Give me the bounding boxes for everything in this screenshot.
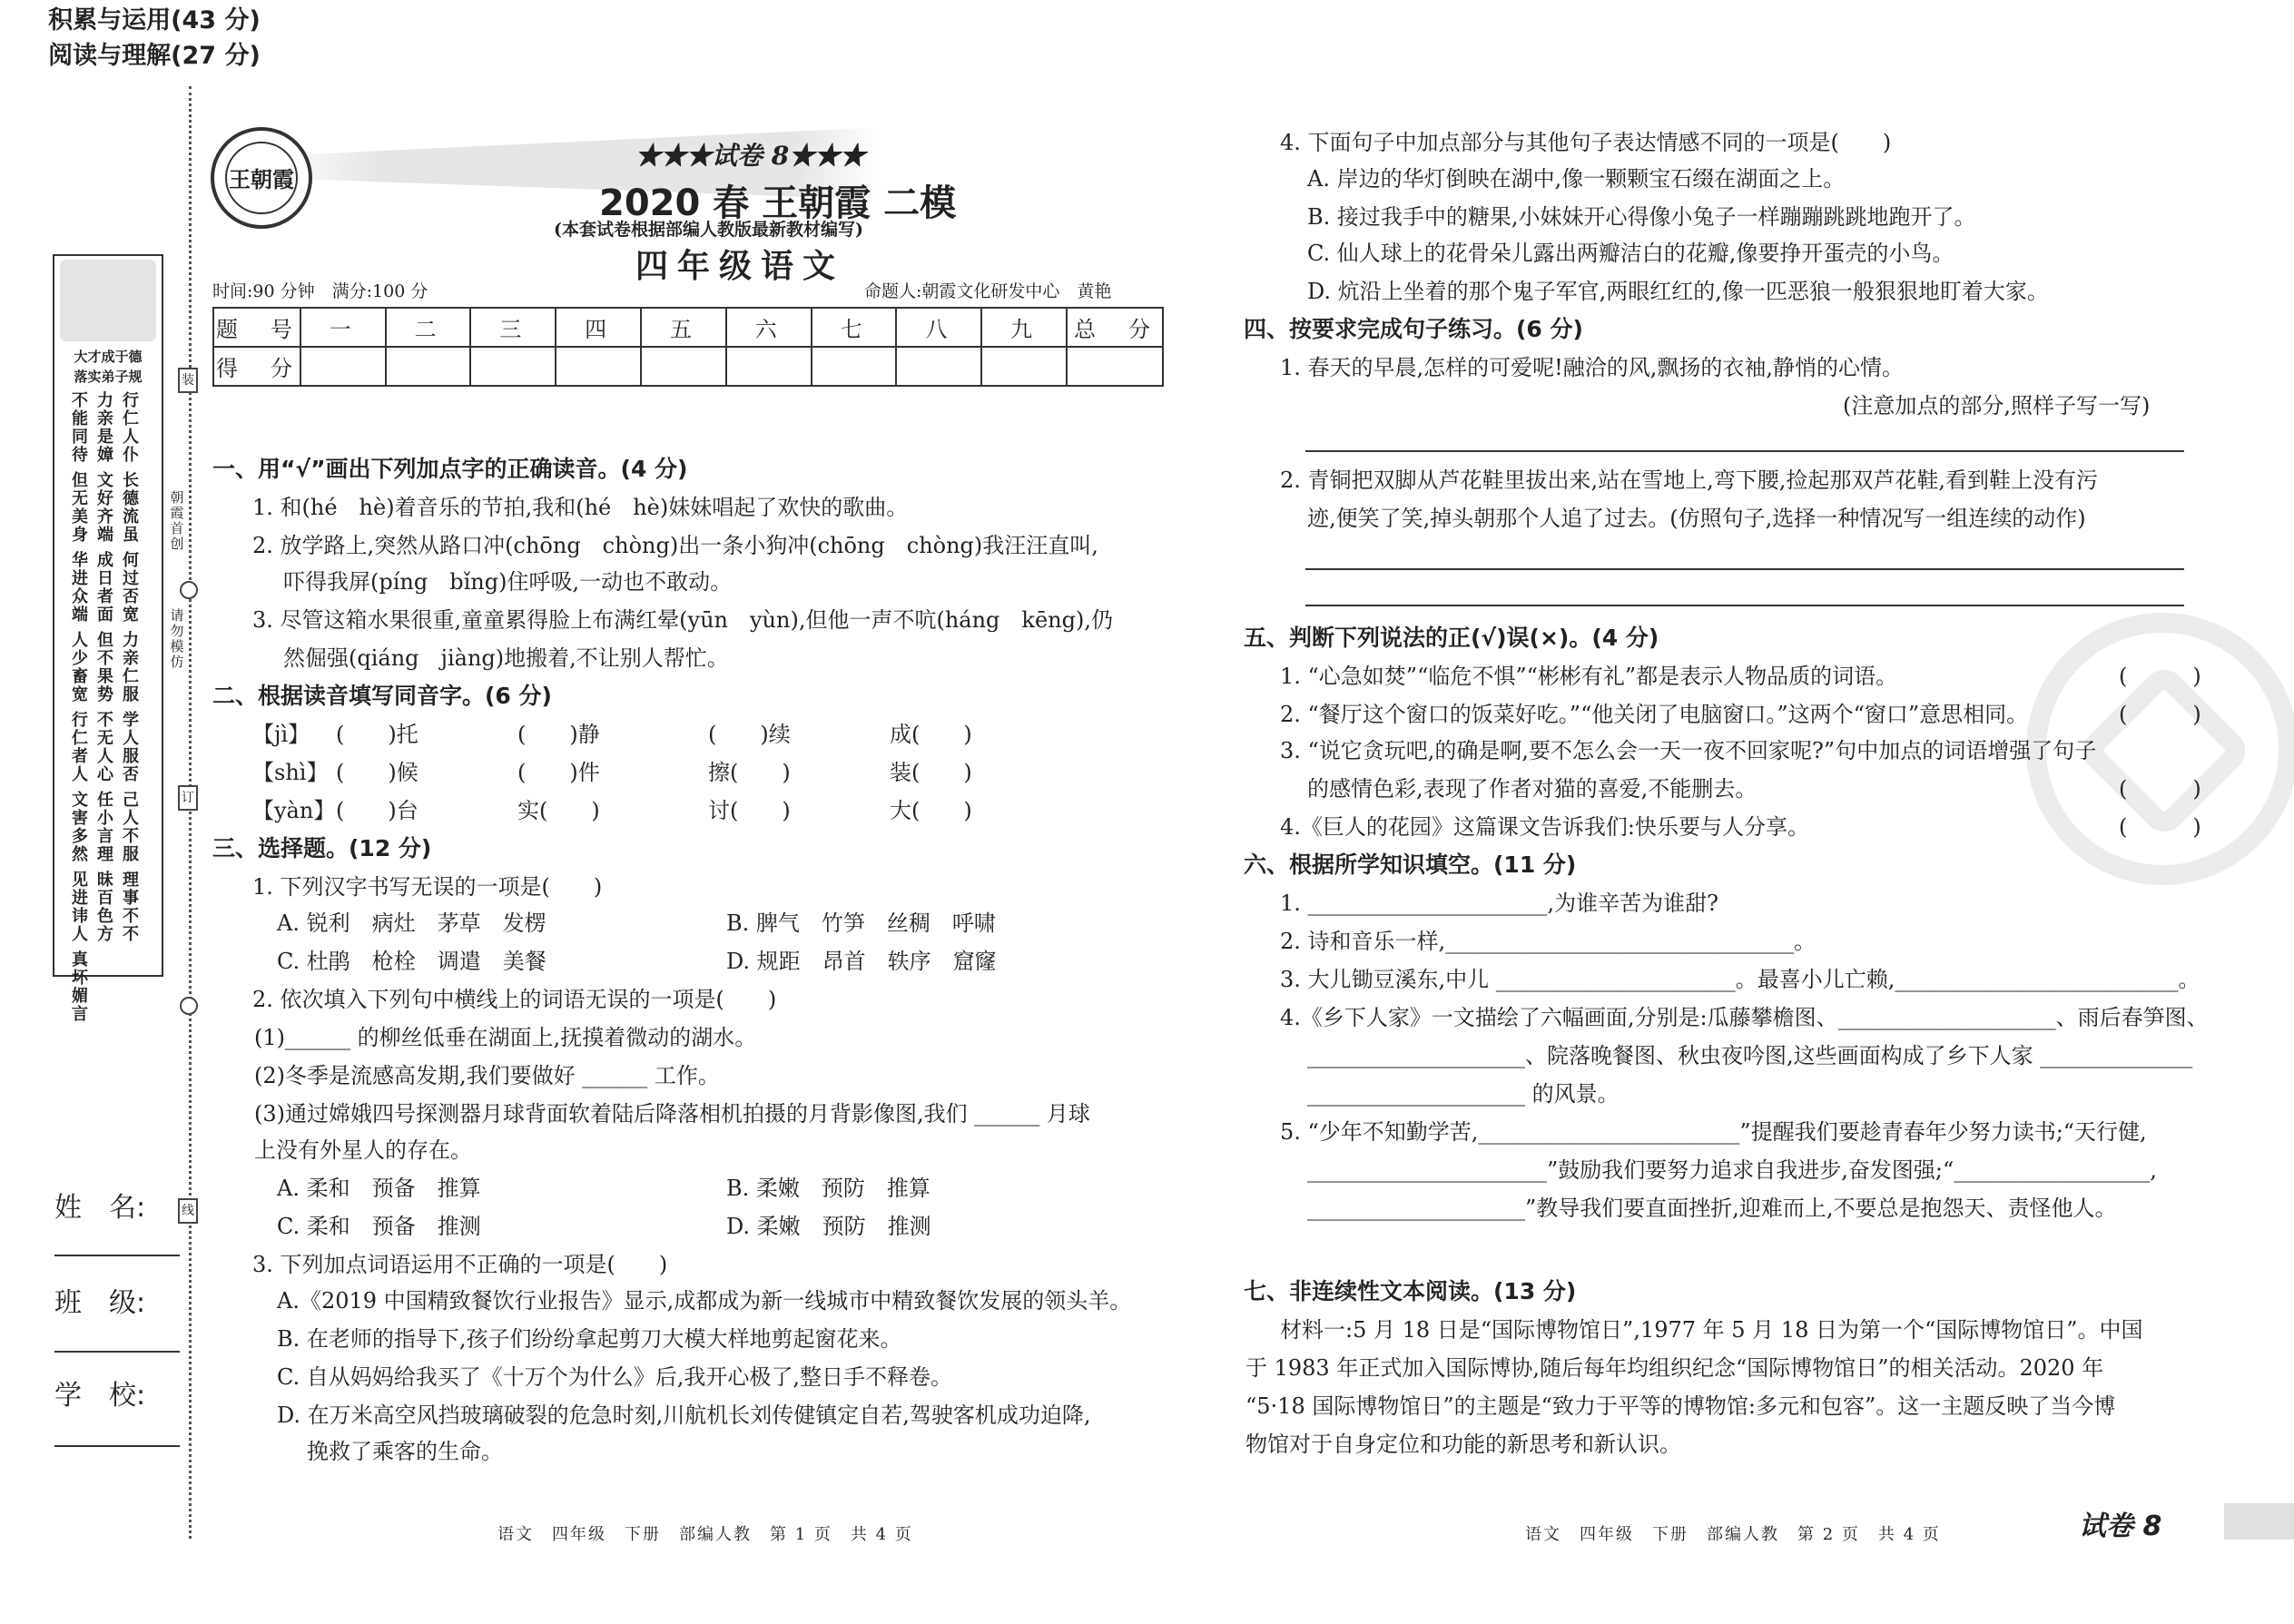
score-value-row	[213, 347, 1163, 386]
section-accumulation: 积累与运用(43 分)	[48, 6, 261, 34]
sec5-line-3b: 的感情色彩,表现了作者对猫的喜爱,不能删去。	[1307, 776, 1757, 802]
q2-blank[interactable]: ( )件	[517, 760, 600, 785]
sec4-answer-line-1[interactable]	[1305, 450, 2184, 452]
score-header-cell: 二	[386, 308, 471, 347]
sec6-line-5c: ____________________”教导我们要直面挫折,迎难而上,不要总是抱怨天、责怪他人。	[1307, 1196, 2117, 1221]
q1-line-1: 1. 和(hé hè)着音乐的节拍,我和(hé hè)妹妹唱起了欢快的歌曲。	[252, 495, 909, 520]
sec4-answer-line-2[interactable]	[1305, 568, 2184, 570]
motto-column: 行仁者人	[72, 711, 88, 784]
sec4-note: (注意加点的部分,照样子写一写)	[1843, 393, 2151, 418]
q3-s2-option-b[interactable]: B. 柔嫩 预防 推算	[726, 1176, 930, 1201]
q3-s3-option-b[interactable]: B. 在老师的指导下,孩子们纷纷拿起剪刀大模大样地剪起窗花来。	[277, 1326, 902, 1352]
motto-column: 真坏媚言	[72, 950, 88, 1024]
class-field[interactable]	[54, 1351, 180, 1353]
sec4-title: 四、按要求完成句子练习。(6 分)	[1244, 316, 1583, 342]
q4-option-c[interactable]: C. 仙人球上的花骨朵儿露出两瓣洁白的花瓣,像要挣开蛋壳的小鸟。	[1307, 241, 1954, 266]
bind-mark-zhuang: 装	[178, 368, 198, 393]
score-value-cell[interactable]	[812, 347, 897, 386]
score-value-cell[interactable]	[556, 347, 641, 386]
motto-column: 昧百色方	[97, 871, 113, 944]
q1-line-3a: 3. 尽管这箱水果很重,童童累得脸上布满红晕(yūn yùn),但他一声不吭(háng kēng),仍	[252, 607, 1113, 633]
sec7-para-2: 于 1983 年正式加入国际博协,随后每年均组织纪念“国际博物馆日”的相关活动。2020 年	[1245, 1355, 2104, 1381]
q3-s2-line-2: (2)冬季是流感高发期,我们要做好 ______ 工作。	[254, 1063, 720, 1088]
class-label: 班 级:	[54, 1287, 146, 1319]
q3-s2-option-c[interactable]: C. 柔和 预备 推测	[277, 1214, 481, 1239]
motto-column: 文害多然	[72, 791, 88, 864]
motto-column: 己人不服	[123, 791, 139, 864]
sec6-line-4b: ____________________、院落晚餐图、秋虫夜吟图,这些画面构成了乡下人家 ______________	[1307, 1043, 2193, 1068]
motto-line-2: 落实弟子规	[74, 369, 143, 385]
q4-title: 4. 下面句子中加点部分与其他句子表达情感不同的一项是( )	[1280, 130, 1892, 155]
motto-column: 但不果势	[97, 631, 113, 704]
q4-option-a[interactable]: A. 岸边的华灯倒映在湖中,像一颗颗宝石缀在湖面之上。	[1307, 166, 1846, 192]
q1-line-2b: 吓得我屏(píng bǐng)住呼吸,一动也不敢动。	[283, 569, 733, 595]
time-info: 时间:90 分钟 满分:100 分	[212, 281, 428, 301]
motto-column: 不无人心	[97, 711, 113, 784]
q3-s3-option-d-cont: 挽救了乘客的生命。	[307, 1439, 503, 1464]
score-header-cell: 七	[812, 308, 897, 347]
q3-s3-option-a[interactable]: A.《2019 中国精致餐饮行业报告》显示,成都成为新一线城市中精致餐饮发展的领头羊。	[277, 1288, 1132, 1314]
q3-s3-option-d[interactable]: D. 在万米高空风挡玻璃破裂的危急时刻,川航机长刘传健镇定自若,驾驶客机成功迫降,	[277, 1403, 1091, 1428]
sec6-line-1: 1. ______________________,为谁辛苦为谁甜?	[1280, 891, 1719, 916]
school-label: 学 校:	[54, 1380, 146, 1412]
score-header-cell: 题 号	[213, 308, 300, 347]
sec6-title: 六、根据所学知识填空。(11 分)	[1244, 851, 1577, 878]
side-label-original: 朝霞首创	[170, 489, 184, 552]
sec6-line-5a: 5. “少年不知勤学苦,________________________”提醒我们要趁青春年少努力读书;“天行健,	[1280, 1119, 2147, 1145]
q3-s2-line-3a: (3)通过嫦娥四号探测器月球背面软着陆后降落相机拍摄的月背影像图,我们 ______ 月球	[254, 1101, 1090, 1127]
scholar-figure	[60, 260, 156, 341]
q3-s1-option-d[interactable]: D. 规距 昂首 轶序 窟窿	[726, 949, 997, 974]
sec4-line-2b: 迹,便笑了笑,掉头朝那个人追了过去。(仿照句子,选择一种情况写一组连续的动作)	[1307, 506, 2086, 531]
q3-s1-option-a[interactable]: A. 锐利 病灶 茅草 发楞	[277, 910, 546, 936]
name-field[interactable]	[54, 1255, 180, 1256]
sec7-para-3: “5·18 国际博物馆日”的主题是“致力于平等的博物馆:多元和包容”。这一主题反映了当今博	[1245, 1393, 2116, 1419]
motto-column: 见进讳人	[72, 871, 88, 944]
motto-column: 但无美身	[72, 471, 88, 545]
sec5-line-3a: 3. “说它贪玩吧,的确是啊,要不怎么会一天一夜不回家呢?”句中加点的词语增强了句子	[1280, 738, 2097, 763]
q2-pinyin: 【jì】	[252, 722, 310, 747]
q2-blank[interactable]: 装( )	[890, 760, 972, 785]
q2-pinyin: 【shì】	[252, 760, 329, 785]
score-value-cell[interactable]	[1067, 347, 1163, 386]
brand-logo	[211, 127, 312, 229]
q2-blank[interactable]: ( )续	[708, 722, 791, 747]
score-value-cell[interactable]	[641, 347, 726, 386]
motto-column: 任小言理	[97, 791, 113, 864]
motto-column: 学人服否	[123, 711, 139, 784]
q3-s2-line-1: (1)______ 的柳丝低垂在湖面上,抚摸着微动的湖水。	[254, 1025, 757, 1050]
q1-line-2a: 2. 放学路上,突然从路口冲(chōng chòng)出一条小狗冲(chōng chòng)我汪汪直叫,	[252, 533, 1098, 558]
motto-sidebar	[53, 254, 163, 1024]
score-value-cell[interactable]	[981, 347, 1067, 386]
subject-title: 四年级语文	[635, 248, 845, 285]
score-header-cell: 五	[641, 308, 726, 347]
exam-subtitle: (本套试卷根据部编人教版最新教材编写)	[554, 220, 863, 240]
score-header-cell: 九	[981, 308, 1067, 347]
sec6-line-5b: ______________________”鼓励我们要努力追求自我进步,奋发图强;“__________________,	[1307, 1157, 2157, 1183]
score-value-cell[interactable]	[470, 347, 556, 386]
q2-blank[interactable]: 实( )	[517, 798, 600, 823]
q1-line-3b: 然倔强(qiáng jiàng)地搬着,不让别人帮忙。	[283, 645, 729, 671]
motto-column: 人少畜宽	[72, 631, 88, 704]
q2-blank[interactable]: 讨( )	[708, 798, 791, 823]
side-label-no-copy: 请勿模仿	[170, 607, 184, 670]
sec6-line-4c: ____________________ 的风景。	[1307, 1081, 1620, 1107]
motto-column: 力亲是嫜	[97, 391, 113, 465]
q1-title: 一、用“√”画出下列加点字的正确读音。(4 分)	[212, 456, 688, 482]
score-header-cell: 一	[300, 308, 386, 347]
q2-blank[interactable]: 擦( )	[708, 760, 791, 785]
score-value-cell[interactable]	[386, 347, 471, 386]
motto-column: 行仁人仆	[123, 391, 139, 465]
motto-column: 长德流虽	[123, 471, 139, 545]
section-reading: 阅读与理解(27 分)	[48, 42, 261, 70]
score-header-row	[213, 308, 1163, 347]
exam-title: 2020 春 王朝霞 二模	[599, 182, 957, 224]
score-value-cell[interactable]	[726, 347, 812, 386]
q3-s2-option-a[interactable]: A. 柔和 预备 推算	[277, 1176, 481, 1201]
q4-option-d[interactable]: D. 炕沿上坐着的那个鬼子军官,两眼红红的,像一匹恶狼一般狠狠地盯着大家。	[1307, 279, 2049, 304]
sec5-paren-2[interactable]: ( )	[2119, 702, 2201, 727]
q2-blank[interactable]: ( )托	[336, 722, 418, 747]
motto-column: 成日者面	[97, 551, 113, 625]
sec7-para-1: 材料一:5 月 18 日是“国际博物馆日”,1977 年 5 月 18 日为第一个“国际博物馆日”。中国	[1280, 1317, 2143, 1343]
motto-column: 不能同待	[72, 391, 88, 465]
score-value-cell[interactable]: 得 分	[213, 347, 300, 386]
sec5-paren-4[interactable]: ( )	[2119, 814, 2201, 840]
q2-blank[interactable]: 大( )	[890, 798, 972, 823]
sec5-line-1: 1. “心急如焚”“临危不惧”“彬彬有礼”都是表示人物品质的词语。	[1280, 664, 1898, 689]
sec5-title: 五、判断下列说法的正(√)误(×)。(4 分)	[1244, 625, 1659, 651]
exam-badge: ★★★试卷 8★★★	[635, 141, 866, 171]
sec5-paren-3[interactable]: ( )	[2119, 776, 2201, 802]
q3-s2-line-3b: 上没有外星人的存在。	[254, 1137, 472, 1163]
score-header-cell: 四	[556, 308, 641, 347]
sec4-line-1: 1. 春天的早晨,怎样的可爱呢!融洽的风,飘扬的衣袖,静悄的心情。	[1280, 355, 1905, 380]
q4-option-b[interactable]: B. 接过我手中的糖果,小妹妹开心得像小兔子一样蹦蹦跳跳地跑开了。	[1307, 204, 1976, 230]
q3-s2-option-d[interactable]: D. 柔嫩 预防 推测	[726, 1214, 931, 1239]
sec5-paren-1[interactable]: ( )	[2119, 664, 2201, 689]
q2-title: 二、根据读音填写同音字。(6 分)	[212, 683, 552, 709]
score-value-cell[interactable]	[896, 347, 981, 386]
score-header-cell: 三	[470, 308, 556, 347]
logo-text: 王朝霞	[225, 142, 298, 214]
footer-page-1: 语文 四年级 下册 部编人教 第 1 页 共 4 页	[497, 1525, 913, 1544]
bind-mark-ding: 订	[178, 785, 198, 811]
q2-pinyin: 【yàn】	[252, 798, 336, 823]
q3-s3-option-c[interactable]: C. 自从妈妈给我买了《十万个为什么》后,我开心极了,整日手不释卷。	[277, 1364, 953, 1390]
q3-s3: 3. 下列加点词语运用不正确的一项是( )	[252, 1252, 668, 1277]
sec6-line-3: 3. 大儿锄豆溪东,中儿 ______________________。最喜小儿亡赖,__________________________。	[1280, 967, 2200, 992]
score-table	[212, 307, 1164, 387]
school-field[interactable]	[54, 1445, 180, 1447]
sec7-para-4: 物馆对于自身定位和功能的新思考和新认识。	[1245, 1432, 1681, 1457]
sec6-line-2: 2. 诗和音乐一样,________________________________。	[1280, 929, 1816, 954]
footer-page-2: 语文 四年级 下册 部编人教 第 2 页 共 4 页	[1525, 1525, 1941, 1544]
q3-s1: 1. 下列汉字书写无误的一项是( )	[252, 874, 603, 900]
sec6-line-4a: 4.《乡下人家》一文描绘了六幅画面,分别是:瓜藤攀檐图、____________________、雨后春笋图、	[1280, 1005, 2209, 1030]
bind-mark-xian: 线	[178, 1198, 198, 1224]
q2-blank[interactable]: 成( )	[890, 722, 972, 747]
sec7-title: 七、非连续性文本阅读。(13 分)	[1244, 1278, 1577, 1304]
sec5-line-2: 2. “餐厅这个窗口的饭菜好吃。”“他关闭了电脑窗口。”这两个“窗口”意思相同。	[1280, 702, 2029, 727]
author-info: 命题人:朝霞文化研发中心 黄艳	[864, 281, 1112, 301]
q2-blank[interactable]: ( )候	[336, 760, 418, 785]
q2-blank[interactable]: ( )静	[517, 722, 600, 747]
score-header-cell: 六	[726, 308, 812, 347]
binding-cut-line	[189, 86, 192, 1539]
motto-column: 何过否宽	[123, 551, 139, 625]
q3-s1-option-b[interactable]: B. 脾气 竹笋 丝稠 呼啸	[726, 910, 996, 936]
motto-column: 华进众端	[72, 551, 88, 625]
q3-title: 三、选择题。(12 分)	[212, 835, 432, 861]
motto-column: 文好齐端	[97, 471, 113, 545]
binding-hole-2	[180, 997, 198, 1015]
q2-blank[interactable]: ( )台	[336, 798, 418, 823]
score-header-cell: 八	[896, 308, 981, 347]
motto-column: 理事不不	[123, 871, 139, 944]
page-tag: 试卷 8	[2079, 1511, 2162, 1542]
binding-hole-1	[180, 581, 198, 599]
page-tag-bar	[2224, 1503, 2294, 1540]
q3-s1-option-c[interactable]: C. 杜鹃 枪栓 调遣 美餐	[277, 949, 546, 974]
q3-s2: 2. 依次填入下列句中横线上的词语无误的一项是( )	[252, 987, 777, 1012]
sec4-answer-line-3[interactable]	[1305, 605, 2184, 606]
motto-line-1: 大才成于德	[74, 349, 143, 365]
sec4-line-2a: 2. 青铜把双脚从芦花鞋里拔出来,站在雪地上,弯下腰,捡起那双芦花鞋,看到鞋上没有污	[1280, 468, 2099, 493]
name-label: 姓 名:	[54, 1192, 146, 1224]
score-value-cell[interactable]	[300, 347, 386, 386]
motto-column: 力亲仁服	[123, 631, 139, 704]
sec5-line-4: 4.《巨人的花园》这篇课文告诉我们:快乐要与人分享。	[1280, 814, 1809, 840]
score-header-cell: 总 分	[1067, 308, 1163, 347]
